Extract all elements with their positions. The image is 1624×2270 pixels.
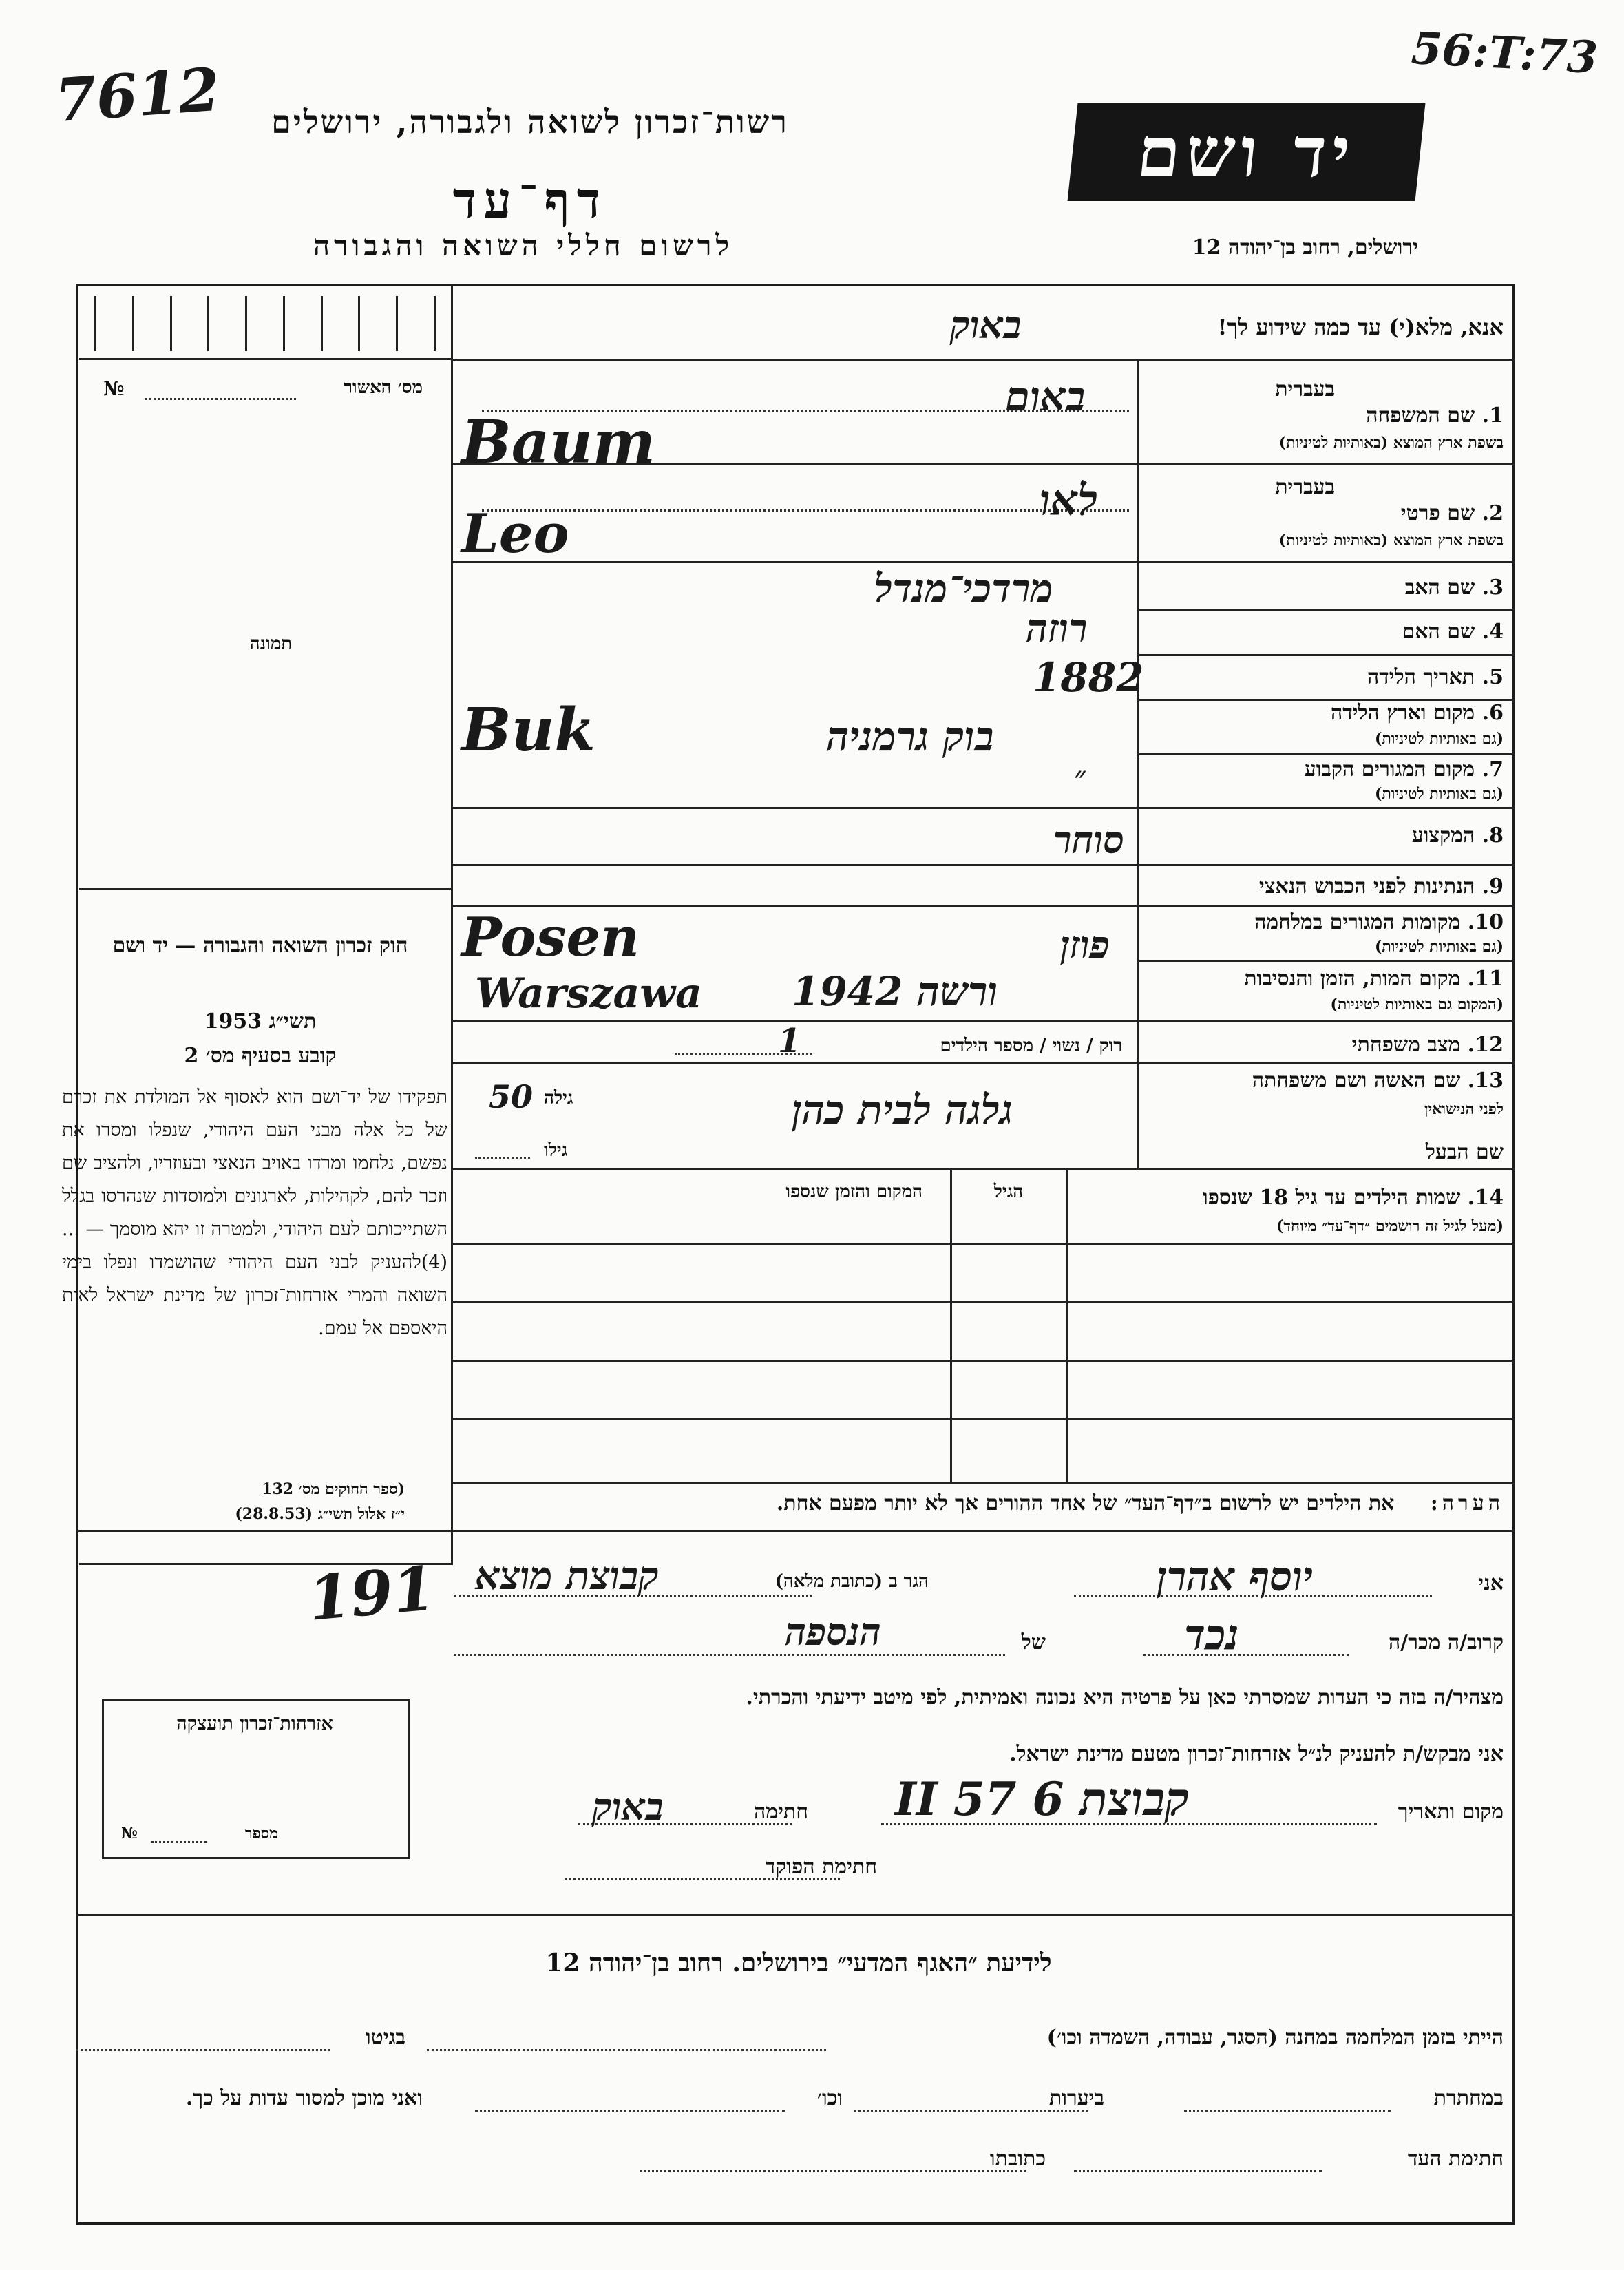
field-8-label xyxy=(1412,823,1504,848)
field-2-latin-value[interactable]: Leo xyxy=(461,503,569,565)
footer-line1-b: בגיטו xyxy=(365,2026,405,2050)
photo-label: תמונה xyxy=(249,633,292,654)
children-table-bottom xyxy=(451,1482,1515,1484)
field-13-num: 13. xyxy=(1467,1069,1504,1093)
field-7-name: מקום המגורים הקבוע xyxy=(1304,757,1475,781)
approval-number-line xyxy=(145,398,296,400)
field-7-label xyxy=(1305,757,1504,781)
relative-line xyxy=(1143,1654,1349,1656)
field-2-hebrew-value[interactable]: לאו xyxy=(1040,475,1098,525)
field-12-value[interactable]: 1 xyxy=(778,1022,801,1060)
children-col-age: הגיל xyxy=(993,1181,1024,1202)
footer-line1-a: הייתי בזמן המלחמה במחנה (הסגר, עבודה, השמדה וכו׳) xyxy=(1046,2026,1504,2050)
row-6-bottom xyxy=(1137,753,1515,755)
stamp-title: אזרחות־זכרון תועצקה xyxy=(176,1713,333,1734)
footer-line2-b: ביערות xyxy=(1048,2086,1104,2110)
field-10-value[interactable]: פוזן xyxy=(1060,923,1110,967)
law-footnote-2: י״ז אלול תשי״ג (28.8.53) xyxy=(235,1505,405,1523)
field-11-label xyxy=(1244,967,1504,991)
children-label xyxy=(1203,1186,1504,1210)
official-signature-line xyxy=(565,1878,840,1880)
field-5-num: 5. xyxy=(1481,665,1504,689)
place-date-value[interactable]: קבוצת 6 II 57 xyxy=(895,1772,1190,1826)
footer-line1-ghetto-line xyxy=(76,2049,330,2051)
yad-vashem-logo xyxy=(1068,103,1426,201)
official-signature-label: חתימת הפוקד xyxy=(765,1855,877,1879)
law-year: תשי״ג 1953 xyxy=(204,1009,317,1033)
field-1-sub: בשפת ארץ המוצא (באותיות לטיניות) xyxy=(1278,434,1504,452)
field-12-name: מצב משפחתי xyxy=(1351,1033,1461,1057)
field-1-label xyxy=(1366,403,1504,428)
declarant-resides-label: הגר ב (כתובת מלאה) xyxy=(774,1571,929,1592)
field-2-hebrew-label: בעברית xyxy=(1275,475,1335,499)
field-8-num: 8. xyxy=(1481,823,1504,848)
footer-address-line xyxy=(640,2170,1026,2172)
declarant-address-value[interactable]: קבוצת מוצא xyxy=(475,1553,660,1599)
field-5-name: תאריך הלידה xyxy=(1367,665,1475,689)
field-3-num: 3. xyxy=(1481,576,1504,600)
children-row-2 xyxy=(451,1360,1515,1362)
field-2-num: 2. xyxy=(1481,501,1504,525)
field-11-num: 11. xyxy=(1467,967,1504,991)
note-row xyxy=(458,1491,1504,1515)
approval-number-mark: № xyxy=(103,377,125,400)
field-5-label xyxy=(1367,665,1504,689)
header-address: ירושלים, רחוב בן־יהודה 12 xyxy=(1192,235,1418,260)
field-13-sub: לפני הנישואין xyxy=(1424,1100,1504,1118)
request-line-handwritten: באוק xyxy=(950,303,1022,347)
law-title: חוק זכרון השואה והגבורה — יד ושם xyxy=(112,934,408,958)
footer-line1-camp-line xyxy=(427,2049,826,2051)
form-subtitle: לרשום חללי השואה והגבורה xyxy=(313,229,734,262)
archive-number-topleft: 7612 xyxy=(52,54,222,136)
row-13-bottom xyxy=(451,1168,1515,1170)
field-7-value[interactable]: ״ xyxy=(1074,760,1086,795)
field-10-name: מקומות המגורים במלחמה xyxy=(1254,910,1461,934)
field-6-latin-value[interactable]: Buk xyxy=(461,695,595,765)
declaration-text: מצהיר/ה בזה כי העדות שמסרתי כאן על פרטיה היא נכונה ואמיתית, לפי מיטב ידיעתי והכרתי. xyxy=(746,1685,1504,1710)
left-column-divider xyxy=(451,284,453,1564)
children-table-header-bottom xyxy=(451,1243,1515,1245)
declarant-name-value[interactable]: יוסף אהרן xyxy=(1157,1553,1314,1600)
field-10-num: 10. xyxy=(1467,910,1504,934)
request-line-label: אנא, מלא(י) עד כמה שידוע לך! xyxy=(1217,314,1504,340)
fields-column-divider xyxy=(1137,359,1139,1168)
note-row-bottom xyxy=(76,1530,1515,1532)
form-title: דף־עד xyxy=(452,171,608,229)
field-1-num: 1. xyxy=(1481,403,1504,428)
footer-line2-d: ואני מוכן למסור עדות על כך. xyxy=(185,2086,423,2110)
husband-label: שם הבעל xyxy=(1425,1140,1504,1164)
footer-line2-c: וכו׳ xyxy=(817,2086,843,2110)
stamp-number-line xyxy=(151,1841,207,1843)
row-4-bottom xyxy=(1137,654,1515,656)
children-name: שמות הילדים עד גיל 18 שנספו xyxy=(1202,1186,1461,1210)
field-4-num: 4. xyxy=(1481,620,1504,644)
law-footnote-1: (ספר החוקים מס׳ 132 xyxy=(262,1480,405,1498)
field-6-num: 6. xyxy=(1481,701,1504,725)
footer-notice: לידיעת ״האגף המדעי״ בירושלים. רחוב בן־יהודה 12 xyxy=(545,1948,1052,1977)
field-6-value[interactable]: בוק גרמניה xyxy=(826,713,994,760)
field-12-num: 12. xyxy=(1467,1033,1504,1057)
field-13-husband-age-label: גילו xyxy=(544,1140,568,1161)
field-10-sub: (גם באותיות לטיניות) xyxy=(1374,938,1504,956)
note-text: את הילדים יש לרשום ב״דף־העד״ של אחד ההורים אך לא יותר מפעם אחת. xyxy=(776,1491,1395,1515)
field-13-age-label: גילה xyxy=(544,1088,573,1108)
request-row-bottom xyxy=(451,359,1515,361)
field-9-name: הנתינות לפני הכבוש הנאצי xyxy=(1258,874,1475,898)
children-table-divider-right xyxy=(1066,1168,1068,1482)
tick-box-underline xyxy=(79,358,451,360)
field-3-name: שם האב xyxy=(1404,576,1475,600)
authority-line: רשות־זכרון לשואה ולגבורה, ירושלים xyxy=(271,103,789,140)
children-num: 14. xyxy=(1467,1186,1504,1210)
field-6-name: מקום וארץ הלידה xyxy=(1330,701,1475,725)
signature-value[interactable]: באוק xyxy=(592,1785,664,1829)
field-12-label xyxy=(1352,1033,1504,1057)
field-4-name: שם האם xyxy=(1402,620,1475,644)
row-2-bottom xyxy=(451,561,1515,563)
signature-label: חתימה xyxy=(754,1800,808,1824)
row-10-bottom xyxy=(1137,960,1515,962)
footer-address-label: כתובתו xyxy=(989,2147,1046,2171)
children-col-place: המקום והזמן שנספו xyxy=(785,1181,922,1202)
field-10-latin-value[interactable]: Posen xyxy=(461,906,640,969)
children-row-3 xyxy=(451,1418,1515,1420)
field-13-husband-age-line xyxy=(475,1157,530,1159)
children-table-divider-age xyxy=(950,1168,952,1482)
row-8-bottom xyxy=(451,864,1515,866)
stamp-number-label: מספר xyxy=(244,1825,279,1842)
field-8-name: המקצוע xyxy=(1411,823,1475,848)
law-text: תפקידו של יד־ושם הוא לאסוף אל המולדת את זכרם של כל אלה מבני העם היהודי, שנפלו ומסרו את נפשם, נלחמו ומרדו באויב הנאצי ובעוזריו, ולהציב שם וזכר להם, לקהילות, לארגונים ולמוסדות שנהרסו בגלל השתייכותם לעם היהודי, ולמטרה זו יהא מוסמך — ...(4)להעניק לבני העם היהודי שהושמדו ונפלו בימי השואה והמרי אזרחות־זכרון של מדינת ישראל לאות היאספם אל עמם. xyxy=(62,1086,447,1339)
field-1-name: שם המשפחה xyxy=(1366,403,1475,428)
field-13-age-value[interactable]: 50 xyxy=(489,1078,534,1115)
stamp-number-mark: № xyxy=(121,1825,138,1842)
field-10-label xyxy=(1254,910,1504,934)
footer-line2-underground-line xyxy=(1184,2110,1391,2112)
field-4-value[interactable]: רוזה xyxy=(1026,606,1088,651)
field-3-value[interactable]: מרדכי־מנדל xyxy=(874,566,1053,611)
footer-line2-forest-line xyxy=(854,2110,1088,2112)
field-8-value[interactable]: סוחר xyxy=(1053,818,1125,862)
of-line xyxy=(454,1654,1005,1656)
field-1-latin-value[interactable]: Baum xyxy=(461,408,655,477)
field-7-sub: (גם באותיות לטיניות) xyxy=(1374,785,1504,803)
relative-value[interactable]: נכד xyxy=(1184,1611,1239,1659)
field-6-label xyxy=(1331,701,1504,725)
row-12-bottom xyxy=(451,1062,1515,1064)
of-value[interactable]: הנספה xyxy=(785,1610,881,1654)
row-7-bottom xyxy=(451,807,1515,809)
note-label: הערה: xyxy=(1430,1491,1504,1515)
field-13-value[interactable]: גלגה לבית כהן xyxy=(792,1086,1013,1133)
field-13-label xyxy=(1252,1069,1504,1093)
footer-witness-signature-line xyxy=(1074,2170,1322,2172)
field-13-name: שם האשה ושם משפחתה xyxy=(1252,1069,1461,1093)
field-1-hebrew-label: בעברית xyxy=(1275,377,1335,401)
field-2-sub: בשפת ארץ המוצא (באותיות לטיניות) xyxy=(1278,532,1504,549)
field-1-hebrew-value[interactable]: באום xyxy=(1005,373,1086,420)
declarant-section-bottom xyxy=(76,1914,1515,1916)
field-11-name: מקום המות, הזמן והנסיבות xyxy=(1244,967,1461,991)
logo-text: יד ושם xyxy=(1133,112,1360,193)
row-3-bottom xyxy=(1137,609,1515,611)
field-2-hebrew-line xyxy=(482,509,1129,512)
field-3-label xyxy=(1405,576,1504,600)
field-12-options: רוק / נשוי / מספר הילדים xyxy=(940,1036,1122,1056)
field-2-name: שם פרטי xyxy=(1400,501,1475,525)
field-9-num: 9. xyxy=(1481,874,1504,898)
footer-line2-etc-line xyxy=(475,2110,785,2112)
children-sub: (מעל לגיל זה רושמים ״דף־עד״ מיוחד) xyxy=(1276,1217,1504,1235)
declarant-i-label: אני xyxy=(1478,1571,1504,1595)
field-6-sub: (גם באותיות לטיניות) xyxy=(1374,730,1504,748)
request-citizenship-text: אני מבקש/ת להעניק לנ״ל אזרחות־זכרון מטעם מדינת ישראל. xyxy=(1009,1742,1504,1766)
field-9-label xyxy=(1259,874,1504,898)
of-label: של xyxy=(1021,1630,1046,1654)
approval-number-label: מס׳ האשור xyxy=(344,377,423,398)
footer-line2-a: במחתרת xyxy=(1433,2086,1504,2110)
footer-witness-signature-label: חתימת העד xyxy=(1407,2147,1504,2171)
law-clause: קובע בסעיף מס׳ 2 xyxy=(184,1044,337,1068)
number-191: 191 xyxy=(305,1552,438,1635)
field-11-value[interactable]: ורשה 1942 xyxy=(792,968,998,1015)
photo-area-bottom xyxy=(79,888,451,890)
field-7-num: 7. xyxy=(1481,757,1504,781)
field-11-sub: (המקום גם באותיות לטיניות) xyxy=(1330,996,1504,1013)
row-11-bottom xyxy=(451,1020,1515,1022)
archive-number-topright: 56:T:73 xyxy=(1410,22,1599,85)
relative-label: קרוב/ה מכר/ה xyxy=(1389,1630,1504,1654)
field-11-latin-value[interactable]: Warszawa xyxy=(475,969,702,1018)
registration-tick-boxes xyxy=(79,296,451,358)
children-row-1 xyxy=(451,1301,1515,1303)
field-4-label xyxy=(1402,620,1504,644)
field-2-label xyxy=(1401,501,1504,525)
field-5-value[interactable]: 1882 xyxy=(1033,654,1144,701)
place-date-label: מקום ותאריך xyxy=(1398,1800,1504,1824)
